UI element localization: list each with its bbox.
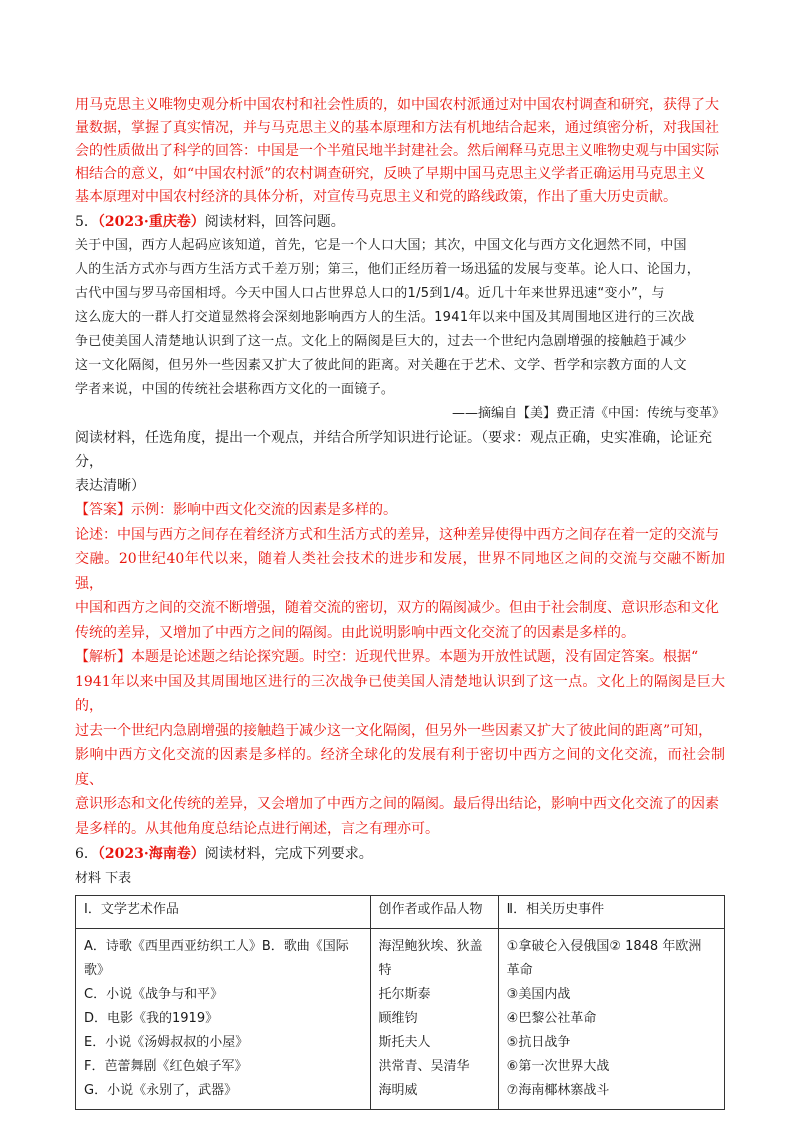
answer-line: 传统的差异，又增加了中西方之间的隔阂。由此说明影响中西文化交流了的因素是多样的。 (75, 624, 635, 641)
question-5-answer (75, 498, 725, 841)
question-6-heading (75, 842, 725, 866)
question-prompt: 阅读材料，完成下列要求。 (204, 846, 373, 862)
answer-line (75, 498, 725, 523)
text-line: 量数据，掌握了真实情况，并与马克思主义的基本原理和方法有机地结合起来，通过缜密分析，对我国社 (75, 120, 719, 136)
material-citation: ——摘编自【美】费正清《中国：传统与变革》 (451, 406, 725, 421)
work-item: D．电影《我的1919》 (84, 1011, 219, 1026)
analysis-line: 过去一个世纪内急剧增强的接触趋于减少这一文化隔阂，但另外一些因素又扩大了彼此间的距离”可知， (75, 722, 713, 739)
answer-line: 交融。20世纪40年代以来，随着人类社会技术的进步和发展，世界不同地区之间的交流与交融不断加强， (75, 551, 725, 592)
analysis-line: 影响中西方文化交流的因素是多样的。经济全球化的发展有利于密切中西方之间的文化交流，而社会制度、 (75, 747, 725, 788)
material-line: 争已使美国人清楚地认识到了这一点。文化上的隔阂是巨大的，过去一个世纪内急剧增强的接触趋于减少 (75, 334, 687, 349)
answer-line: 中国和西方之间的交流不断增强，随着交流的密切，双方的隔阂减少。但由于社会制度、意识形态和文化 (75, 600, 719, 616)
answer-line: 论述：中国与西方之间存在着经济方式和生活方式的差异，这种差异使得中西方之间存在着一定的交流与 (75, 526, 719, 543)
text-line: 会的性质做出了科学的回答：中国是一个半殖民地半封建社会。然后阐释马克思主义唯物史观与中国实际 (75, 143, 719, 159)
event-item: ⑥第一次世界大战 (506, 1059, 610, 1074)
material-line: 人的生活方式亦与西方生活方式千差万别；第三，他们正经历着一场迅猛的发展与变革。论人口、论国力， (75, 262, 701, 277)
material-line: 这么庞大的一群人打交道显然将会深刻地影响西方人的生活。1941年以来中国及其周围地区进行的三次战 (75, 310, 695, 325)
question-source: （2023·重庆卷） (97, 214, 205, 230)
table-cell-events (498, 929, 724, 1110)
question-5-task (75, 426, 725, 498)
task-line: 表达清晰） (75, 478, 145, 494)
event-item: ④巴黎公社革命 (506, 1011, 597, 1026)
creator-item: 海涅鲍狄埃、狄盖 (378, 939, 483, 954)
analysis-text: 本题是论述题之结论探究题。时空：近现代世界。本题为开放性试题，没有固定答案。根据“ (131, 649, 699, 665)
table-header-cell: Ⅱ．相关历史事件 (498, 896, 724, 929)
event-item: ⑤抗日战争 (506, 1035, 571, 1050)
event-item: 革命 (506, 963, 533, 978)
question-6 (75, 842, 725, 1110)
table-row (76, 929, 725, 1110)
analysis-line: 是多样的。从其他角度总结论点进行阐述，言之有理亦可。 (75, 820, 439, 837)
question-source: （2023·海南卷） (97, 846, 205, 862)
question-prompt: 阅读材料，回答问题。 (204, 214, 345, 230)
table-cell-works (76, 929, 371, 1110)
answer-tag: 【答案】 (75, 502, 131, 518)
analysis-line: 1941年以来中国及其周围地区进行的三次战争已使美国人清楚地认识到了这一点。文化上的隔阂是巨大的， (75, 673, 725, 714)
work-item: G．小说《永别了，武器》 (84, 1083, 238, 1098)
material-line: 关于中国，西方人起码应该知道，首先，它是一个人口大国；其次，中国文化与西方文化迥然不同，中国 (75, 238, 687, 253)
work-item: F．芭蕾舞剧《红色娘子军》 (84, 1059, 248, 1074)
material-table (75, 895, 725, 1110)
creator-item: 顾维钧 (378, 1011, 418, 1026)
text-line: 相结合的意义，如“中国农村派”的农村调查研究，反映了早期中国马克思主义学者正确运用马克思主义 (75, 166, 706, 182)
work-item: A．诗歌《西里西亚纺织工人》B．歌曲《国际 (84, 939, 349, 954)
question-5-material (75, 234, 725, 402)
question-5 (75, 210, 725, 841)
question-number: 6． (75, 846, 98, 862)
analysis-tag: 【解析】 (75, 649, 131, 665)
material-label: 材料 下表 (75, 871, 132, 886)
answer-text: 示例：影响中西文化交流的因素是多样的。 (131, 502, 397, 518)
creator-item: 斯托夫人 (378, 1035, 431, 1050)
question-number: 5． (75, 214, 98, 230)
analysis-line: 意识形态和文化传统的差异，又会增加了中西方之间的隔阂。最后得出结论，影响中西文化交流了的因素 (75, 796, 719, 812)
work-item: 歌》 (84, 963, 111, 978)
material-line: 这一文化隔阂，但另外一些因素又扩大了彼此间的距离。对关趣在于艺术、文学、哲学和宗教方面的人文 (75, 358, 687, 373)
creator-item: 洪常青、吴清华 (378, 1059, 470, 1074)
material-line: 学者来说，中国的传统社会堪称西方文化的一面镜子。 (75, 382, 395, 397)
work-item: E．小说《汤姆叔叔的小屋》 (84, 1035, 249, 1050)
table-header-cell: Ⅰ．文学艺术作品 (76, 896, 371, 929)
table-header-cell: 创作者或作品人物 (370, 896, 498, 929)
text-line: 基本原理对中国农村经济的具体分析，对宣传马克思主义和党的路线政策，作出了重大历史贡献。 (75, 189, 677, 205)
task-line: 阅读材料，任选角度，提出一个观点，并结合所学知识进行论证。（要求：观点正确，史实准确，论证充分， (75, 430, 712, 470)
table-cell-creators (370, 929, 498, 1110)
event-item: ⑦海南椰林寨战斗 (506, 1083, 610, 1098)
creator-item: 海明威 (378, 1083, 418, 1098)
previous-answer-continuation (75, 94, 725, 209)
material-line: 古代中国与罗马帝国相埒。今天中国人口占世界总人口的1/5到1/4。近几十年来世界迅速“变小”，与 (75, 286, 665, 301)
creator-item: 托尔斯泰 (378, 987, 431, 1002)
analysis-line (75, 645, 725, 670)
event-item: ①拿破仑入侵俄国② 1848 年欧洲 (506, 939, 702, 954)
page-content (75, 94, 725, 1110)
table-header-row (76, 896, 725, 929)
text-line: 用马克思主义唯物史观分析中国农村和社会性质的，如中国农村派通过对中国农村调查和研究，获得了大 (75, 97, 719, 113)
work-item: C．小说《战争与和平》 (84, 987, 224, 1002)
question-5-heading (75, 210, 725, 234)
event-item: ③美国内战 (506, 987, 571, 1002)
creator-item: 特 (378, 963, 392, 978)
